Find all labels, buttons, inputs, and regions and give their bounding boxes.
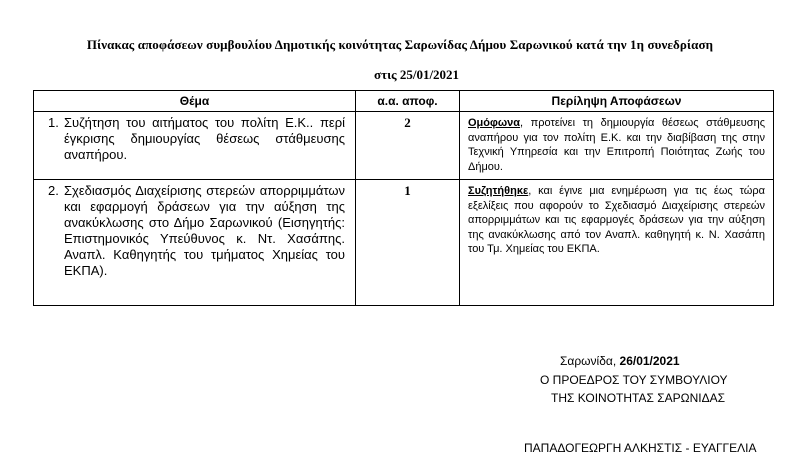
signature-place: Σαρωνίδα, bbox=[560, 354, 617, 368]
document-date: στις 25/01/2021 bbox=[374, 67, 460, 82]
row-index: 1. bbox=[48, 115, 59, 130]
topic-text: Συζήτηση του αιτήματος του πολίτη Ε.Κ.. περί έγκρισης δημιουργίας θέσεως στάθμευσης αναπήρου. bbox=[64, 115, 345, 162]
signature-role-line2: ΤΗΣ ΚΟΙΝΟΤΗΤΑΣ ΣΑΡΩΝΙΔΑΣ bbox=[551, 391, 726, 405]
header-decision-number: α.α. αποφ. bbox=[356, 91, 460, 112]
signature-name: ΠΑΠΑΔΟΓΕΩΡΓΗ ΑΛΚΗΣΤΙΣ - ΕΥΑΓΓΕΛΙΑ bbox=[524, 441, 757, 455]
signature-date: 26/01/2021 bbox=[619, 354, 680, 368]
signature-role-line1: Ο ΠΡΟΕΔΡΟΣ ΤΟΥ ΣΥΜΒΟΥΛΙΟΥ bbox=[540, 373, 728, 387]
summary-lead: Ομόφωνα bbox=[468, 117, 521, 129]
topic-cell bbox=[34, 180, 356, 306]
topic-cell bbox=[34, 112, 356, 180]
header-summary: Περίληψη Αποφάσεων bbox=[460, 91, 774, 112]
table-row bbox=[34, 112, 774, 180]
table-header-row bbox=[34, 91, 774, 112]
document-title: Πίνακας αποφάσεων συμβουλίου Δημοτικής κοινότητας Σαρωνίδας Δήμου Σαρωνικού κατά την 1η συνεδρίαση bbox=[86, 37, 714, 52]
summary-lead: Συζητήθηκε bbox=[468, 185, 529, 197]
decision-number: 1 bbox=[356, 180, 460, 306]
summary-text: , προτείνει τη δημιουργία θέσεως στάθμευσης αναπήρου για τον πολίτη Ε.Κ. και την διαβίβαση της στην Τεχνική Υπηρεσία και την Επιτροπή Ποιότητας Ζωής του Δήμου. bbox=[468, 117, 765, 173]
table-row bbox=[34, 180, 774, 306]
summary-cell bbox=[460, 180, 774, 306]
summary-text: , και έγινε μια ενημέρωση για τις έως τώρα εξελίξεις που αφορούν το Σχεδιασμό Διαχείρισης στερεών απορριμμάτων και τις εφαρμογές δράσεων για την αύξηση της ανακύκλωσης από τον Αναπλ. καθηγητή κ. Ν. Χασάπη του Τμ. Χημείας του ΕΚΠΑ. bbox=[468, 185, 765, 255]
signature-date-line bbox=[560, 354, 680, 368]
decision-number: 2 bbox=[356, 112, 460, 180]
summary-cell bbox=[460, 112, 774, 180]
header-topic: Θέμα bbox=[34, 91, 356, 112]
decisions-table bbox=[33, 90, 774, 306]
topic-text: Σχεδιασμός Διαχείρισης στερεών απορριμμάτων και εφαρμογή δράσεων για την αύξηση της ανακύκλωσης στο Δήμο Σαρωνικού (Εισηγητής: Επιστημονικός Υπεύθυνος κ. Ντ. Χασάπης. Αναπλ. Καθηγητής του τμήματος Χημείας του ΕΚΠΑ). bbox=[64, 183, 345, 278]
row-index: 2. bbox=[48, 183, 59, 198]
